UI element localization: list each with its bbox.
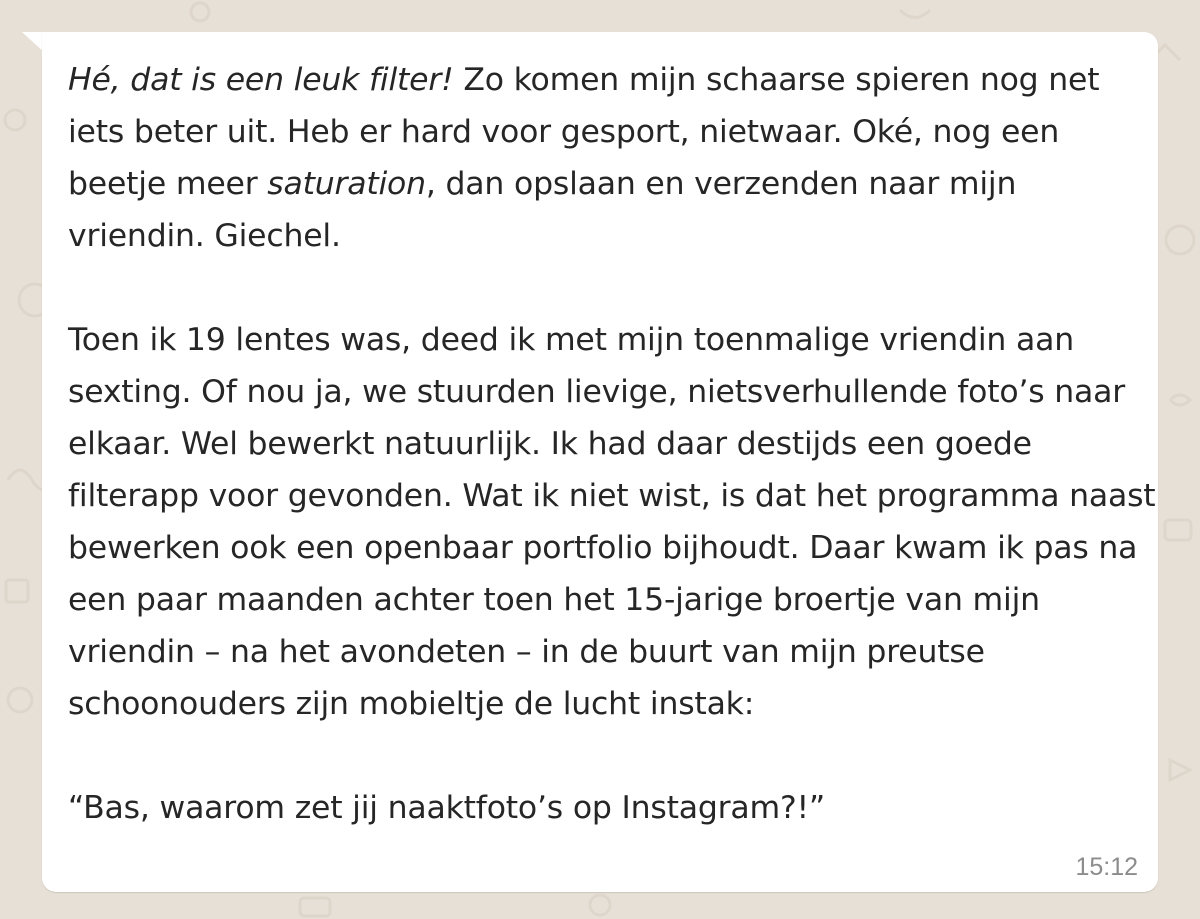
message-text — [68, 54, 1158, 834]
text-run: Zo komen mijn schaarse spieren nog net iets beter uit. Heb er hard voor gesport, nietwaar. Oké, nog een beetje meer — [68, 62, 1100, 202]
message-paragraph-2: Toen ik 19 lentes was, deed ik met mijn toenmalige vriendin aan sexting. Of nou ja, we stuurden lievige, nietsverhullende foto’s naar elkaar. Wel bewerkt natuurlijk. Ik had daar destijds een goede filterapp voor gevonden. Wat ik niet wist, is dat het programma naast bewerken ook een openbaar portfolio bijhoudt. Daar kwam ik pas na een paar maanden achter toen het 15-jarige broertje van mijn vriendin – na het avondeten – in de buurt van mijn preutse schoonouders zijn mobieltje de lucht instak: — [68, 322, 1156, 722]
paragraph-gap — [68, 730, 1158, 782]
text-run: , dan opslaan en verzenden naar mijn vriendin. Giechel. — [68, 166, 1017, 254]
paragraph-gap — [68, 262, 1158, 314]
message-paragraph-3: “Bas, waarom zet jij naaktfoto’s op Instagram?!” — [68, 790, 826, 826]
message-timestamp: 15:12 — [1075, 853, 1138, 881]
message-bubble[interactable] — [22, 32, 1158, 892]
message-paragraph-1 — [68, 54, 1158, 262]
italic-word: saturation — [267, 166, 426, 202]
italic-phrase: Hé, dat is een leuk filter! — [68, 62, 454, 98]
